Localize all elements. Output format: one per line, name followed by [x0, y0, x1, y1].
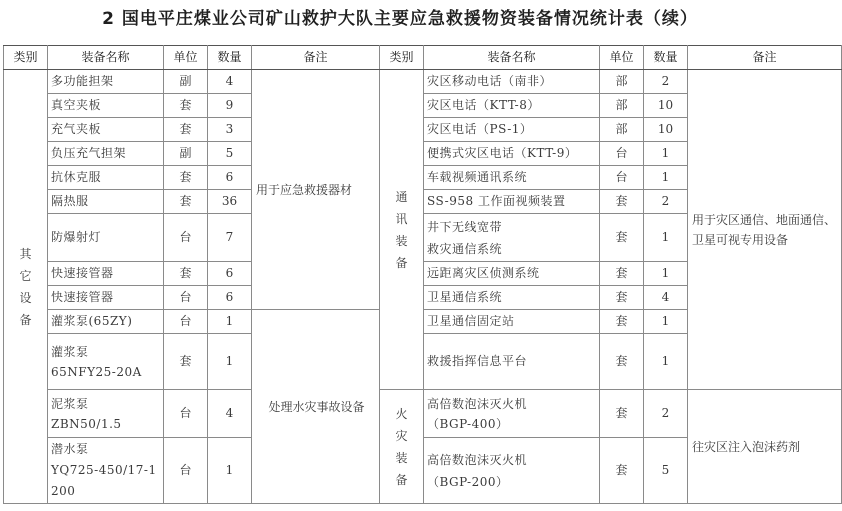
right-unit: 台 — [600, 166, 644, 190]
left-unit: 副 — [164, 70, 208, 94]
left-qty: 9 — [208, 94, 252, 118]
right-qty: 10 — [644, 94, 688, 118]
right-unit: 台 — [600, 142, 644, 166]
note-rescue-equipment: 用于应急救援器材 — [252, 70, 380, 310]
equipment-table — [3, 45, 842, 504]
left-unit: 台 — [164, 310, 208, 334]
left-unit: 套 — [164, 334, 208, 390]
left-name: 泥浆泵 ZBN50/1.5 — [48, 390, 164, 438]
right-qty: 10 — [644, 118, 688, 142]
left-unit: 套 — [164, 118, 208, 142]
right-name: 灾区移动电话（南非） — [424, 70, 600, 94]
note-fire: 往灾区注入泡沫药剂 — [688, 390, 842, 504]
right-unit: 套 — [600, 262, 644, 286]
left-name: 真空夹板 — [48, 94, 164, 118]
header-unit-left: 单位 — [164, 46, 208, 70]
left-name: 隔热服 — [48, 190, 164, 214]
right-qty: 1 — [644, 310, 688, 334]
category-fire: 火灾装备 — [380, 390, 424, 504]
category-communication: 通讯装备 — [380, 70, 424, 390]
left-unit: 套 — [164, 166, 208, 190]
right-name: 卫星通信系统 — [424, 286, 600, 310]
left-name: 快速接管器 — [48, 262, 164, 286]
left-qty: 1 — [208, 334, 252, 390]
left-name: 快速接管器 — [48, 286, 164, 310]
left-qty: 6 — [208, 166, 252, 190]
left-name: 灌浆泵(65ZY) — [48, 310, 164, 334]
header-category-left: 类别 — [4, 46, 48, 70]
left-qty: 7 — [208, 214, 252, 262]
right-name: 卫星通信固定站 — [424, 310, 600, 334]
right-qty: 2 — [644, 190, 688, 214]
left-qty: 4 — [208, 70, 252, 94]
header-category-right: 类别 — [380, 46, 424, 70]
right-name: 远距离灾区侦测系统 — [424, 262, 600, 286]
header-qty-left: 数量 — [208, 46, 252, 70]
header-note-right: 备注 — [688, 46, 842, 70]
note-flood-equipment: 处理水灾事故设备 — [252, 310, 380, 504]
right-qty: 5 — [644, 438, 688, 504]
right-name: 高倍数泡沫灭火机 （BGP-200） — [424, 438, 600, 504]
note-communication: 用于灾区通信、地面通信、卫星可视专用设备 — [688, 70, 842, 390]
left-name: 负压充气担架 — [48, 142, 164, 166]
table-title: 2 国电平庄煤业公司矿山救护大队主要应急救援物资装备情况统计表（续） — [102, 9, 698, 29]
right-qty: 1 — [644, 262, 688, 286]
header-name-right: 装备名称 — [424, 46, 600, 70]
left-unit: 台 — [164, 286, 208, 310]
right-unit: 套 — [600, 310, 644, 334]
right-unit: 部 — [600, 70, 644, 94]
left-unit: 副 — [164, 142, 208, 166]
left-unit: 套 — [164, 190, 208, 214]
right-qty: 1 — [644, 166, 688, 190]
category-other-equipment: 其它设备 — [4, 70, 48, 504]
left-qty: 6 — [208, 286, 252, 310]
right-name: 车载视频通讯系统 — [424, 166, 600, 190]
right-name: 高倍数泡沫灭火机 （BGP-400） — [424, 390, 600, 438]
right-name: 便携式灾区电话（KTT-9） — [424, 142, 600, 166]
left-unit: 台 — [164, 214, 208, 262]
right-unit: 套 — [600, 438, 644, 504]
right-unit: 套 — [600, 390, 644, 438]
right-unit: 部 — [600, 94, 644, 118]
left-unit: 台 — [164, 438, 208, 504]
right-name: 井下无线宽带 救灾通信系统 — [424, 214, 600, 262]
right-qty: 1 — [644, 214, 688, 262]
header-row — [4, 46, 842, 70]
right-qty: 1 — [644, 334, 688, 390]
left-name: 多功能担架 — [48, 70, 164, 94]
header-unit-right: 单位 — [600, 46, 644, 70]
right-qty: 4 — [644, 286, 688, 310]
left-name: 防爆射灯 — [48, 214, 164, 262]
right-qty: 2 — [644, 70, 688, 94]
header-qty-right: 数量 — [644, 46, 688, 70]
right-qty: 2 — [644, 390, 688, 438]
left-unit: 套 — [164, 94, 208, 118]
header-name-left: 装备名称 — [48, 46, 164, 70]
left-unit: 台 — [164, 390, 208, 438]
left-qty: 1 — [208, 310, 252, 334]
left-name: 抗休克服 — [48, 166, 164, 190]
header-note-left: 备注 — [252, 46, 380, 70]
left-qty: 4 — [208, 390, 252, 438]
left-name: 灌浆泵 65NFY25-20A — [48, 334, 164, 390]
left-qty: 3 — [208, 118, 252, 142]
right-name: 灾区电话（PS-1） — [424, 118, 600, 142]
right-unit: 套 — [600, 214, 644, 262]
left-name: 充气夹板 — [48, 118, 164, 142]
right-qty: 1 — [644, 142, 688, 166]
left-qty: 1 — [208, 438, 252, 504]
right-unit: 套 — [600, 334, 644, 390]
right-unit: 套 — [600, 286, 644, 310]
left-qty: 5 — [208, 142, 252, 166]
right-unit: 套 — [600, 190, 644, 214]
left-qty: 36 — [208, 190, 252, 214]
table-row — [4, 390, 842, 438]
left-qty: 6 — [208, 262, 252, 286]
left-name: 潜水泵 YQ725-450/17-1 200 — [48, 438, 164, 504]
right-unit: 部 — [600, 118, 644, 142]
table-row — [4, 70, 842, 94]
right-name: 救援指挥信息平台 — [424, 334, 600, 390]
left-unit: 套 — [164, 262, 208, 286]
right-name: 灾区电话（KTT-8） — [424, 94, 600, 118]
right-name: SS-958 工作面视频装置 — [424, 190, 600, 214]
